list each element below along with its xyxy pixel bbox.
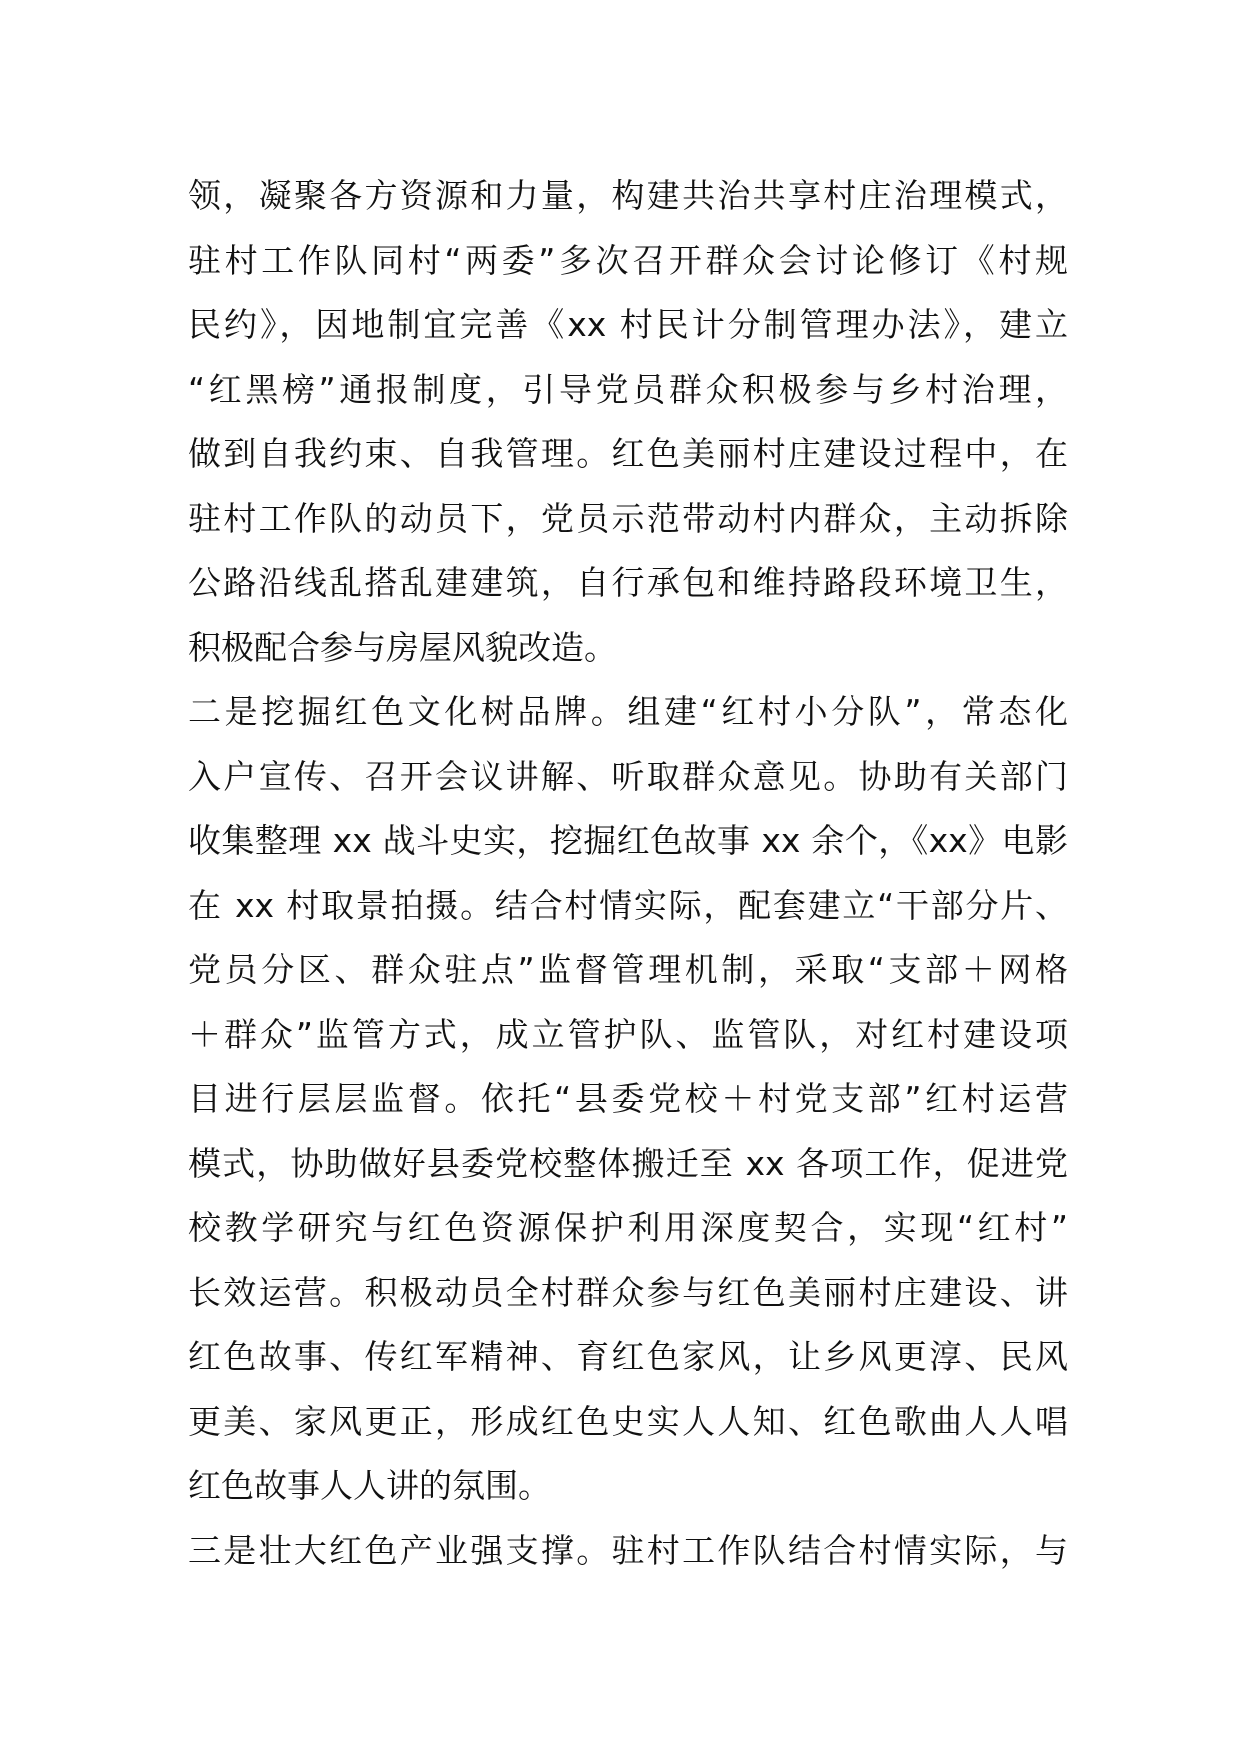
text-line: 入户宣传、召开会议讲解、听取群众意见。协助有关部门 [188,756,1068,796]
text-line: 三是壮大红色产业强支撑。驻村工作队结合村情实际，与 [188,1530,1068,1570]
text-line: 更美、家风更正，形成红色史实人人知、红色歌曲人人唱 [188,1401,1068,1441]
text-line: 做到自我约束、自我管理。红色美丽村庄建设过程中，在 [188,434,1068,473]
text-line: 收集整理 xx 战斗史实，挖掘红色故事 xx 余个，《xx》电影 [188,821,1068,860]
text-line: 在 xx 村取景拍摄。结合村情实际，配套建立“干部分片、 [188,885,1068,925]
text-line: 积极配合参与房屋风貌改造。 [188,627,617,667]
text-line: 公路沿线乱搭乱建建筑，自行承包和维持路段环境卫生， [188,563,1068,602]
text-line: 长效运营。积极动员全村群众参与红色美丽村庄建设、讲 [188,1272,1068,1312]
document-body [188,164,1068,1583]
text-line: 领，凝聚各方资源和力量，构建共治共享村庄治理模式， [188,176,1068,215]
text-line: 驻村工作队同村“两委”多次召开群众会讨论修订《村规 [188,240,1068,280]
text-line: ＋群众”监管方式，成立管护队、监管队，对红村建设项 [188,1014,1068,1054]
text-line: 驻村工作队的动员下，党员示范带动村内群众，主动拆除 [188,498,1068,538]
text-line: 红色故事人人讲的氛围。 [188,1466,551,1505]
text-line: 二是挖掘红色文化树品牌。组建“红村小分队”，常态化 [188,692,1068,731]
text-line: “红黑榜”通报制度，引导党员群众积极参与乡村治理， [188,369,1068,409]
text-line: 目进行层层监督。依托“县委党校＋村党支部”红村运营 [188,1079,1068,1118]
text-line: 党员分区、群众驻点”监督管理机制，采取“支部＋网格 [188,950,1068,989]
text-line: 模式，协助做好县委党校整体搬迁至 xx 各项工作，促进党 [188,1143,1068,1183]
text-line: 红色故事、传红军精神、育红色家风，让乡风更淳、民风 [188,1337,1068,1376]
text-line: 校教学研究与红色资源保护利用深度契合，实现“红村” [188,1208,1068,1247]
text-line: 民约》，因地制宜完善《xx 村民计分制管理办法》，建立 [188,305,1068,344]
